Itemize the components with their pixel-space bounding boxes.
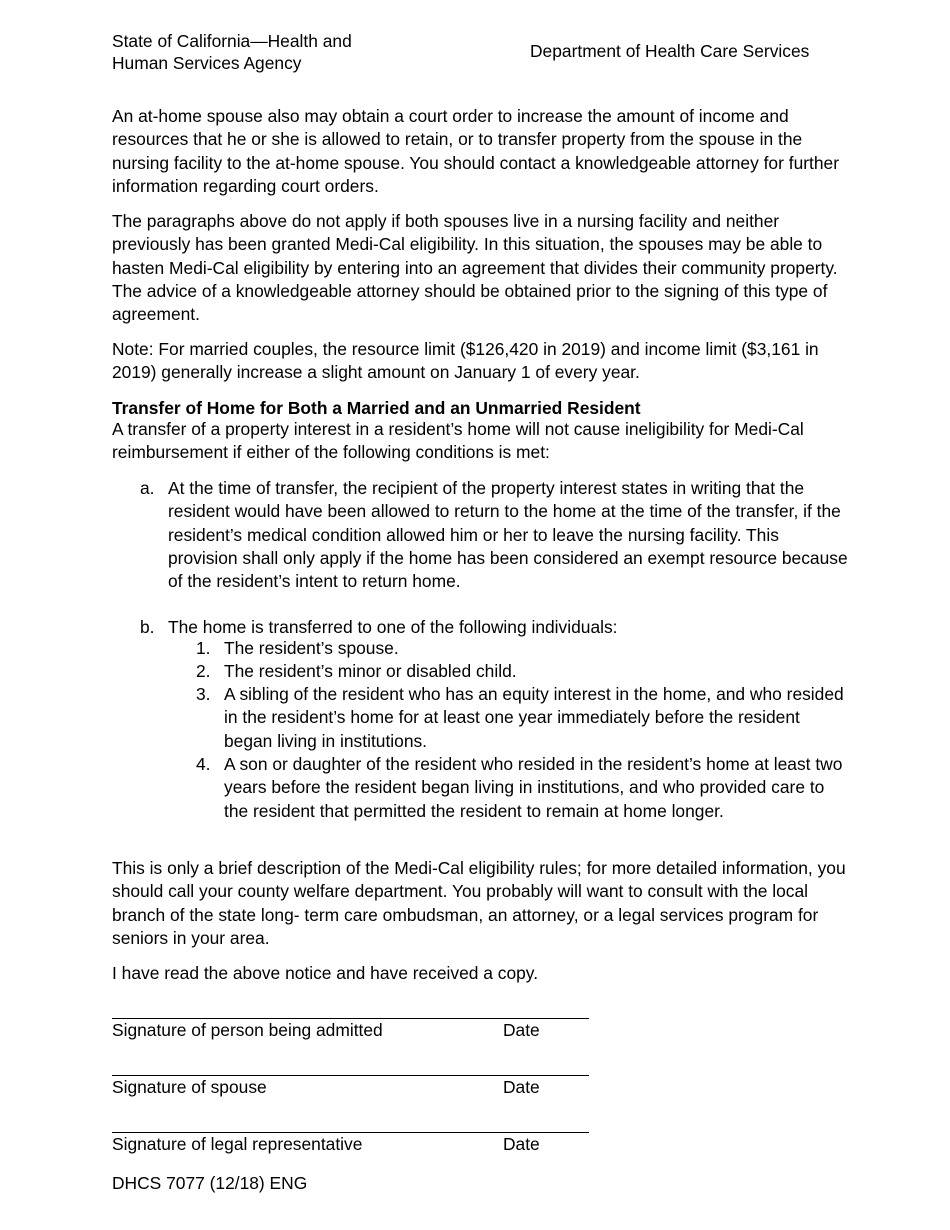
- form-id: DHCS 7077 (12/18) ENG: [112, 1173, 308, 1193]
- court-order-paragraph: An at-home spouse also may obtain a court order to increase the amount of income and resources that he or she is allowed to retain, or to transfer property from the spouse in the nursing facility to the at-home spouse. You should contact a knowledgeable attorney for further information regarding court orders.: [112, 106, 839, 196]
- list-item-number: 4.: [196, 754, 211, 774]
- condition-a-label: a.: [140, 478, 155, 498]
- signature-label-admitted: Signature of person being admitted: [112, 1020, 383, 1040]
- signature-line-representative[interactable]: [112, 1132, 589, 1133]
- list-item-text: A son or daughter of the resident who resided in the resident’s home at least two years before the resident began living in institutions, and who provided care to the resident that permitted the resident to remain at home longer.: [224, 754, 843, 821]
- list-item-text: A sibling of the resident who has an equity interest in the home, and who resided in the resident’s home for at least one year immediately before the resident began living in institutions.: [224, 684, 844, 751]
- condition-a-text: At the time of transfer, the recipient of the property interest states in writing that the resident would have been allowed to return to the home at the time of the transfer, if the resident’s medical condition allowed him or her to leave the nursing facility. This provision shall only apply if the home has been considered an exempt resource because of the resident’s intent to return home.: [168, 478, 848, 592]
- transfer-heading: Transfer of Home for Both a Married and an Unmarried Resident: [112, 398, 641, 418]
- department-name: Department of Health Care Services: [530, 41, 810, 61]
- date-label-admitted: Date: [503, 1020, 540, 1040]
- condition-b-label: b.: [140, 617, 155, 637]
- list-item-number: 1.: [196, 638, 211, 658]
- signature-label-representative: Signature of legal representative: [112, 1134, 363, 1154]
- signature-label-spouse: Signature of spouse: [112, 1077, 267, 1097]
- signature-line-admitted[interactable]: [112, 1018, 589, 1019]
- date-label-spouse: Date: [503, 1077, 540, 1097]
- date-label-representative: Date: [503, 1134, 540, 1154]
- list-item-text: The resident’s minor or disabled child.: [224, 661, 517, 681]
- limits-note: Note: For married couples, the resource limit ($126,420 in 2019) and income limit ($3,161 in 2019) generally increase a slight amount on January 1 of every year.: [112, 339, 819, 383]
- condition-b-text: The home is transferred to one of the following individuals:: [168, 617, 618, 637]
- list-item-number: 3.: [196, 684, 211, 704]
- list-item-number: 2.: [196, 661, 211, 681]
- acknowledgement: I have read the above notice and have received a copy.: [112, 963, 539, 983]
- both-spouses-paragraph: The paragraphs above do not apply if both spouses live in a nursing facility and neither previously has been granted Medi-Cal eligibility. In this situation, the spouses may be able to hasten Medi-Cal eligibility by entering into an agreement that divides their community property. The advice of a knowledgeable attorney should be obtained prior to the signing of this type of agreement.: [112, 211, 838, 325]
- transfer-intro: A transfer of a property interest in a resident’s home will not cause ineligibility for Medi-Cal reimbursement if either of the following conditions is met:: [112, 419, 804, 463]
- agency-name: [112, 30, 352, 74]
- agency-line-2: Human Services Agency: [112, 53, 302, 73]
- closing-description: This is only a brief description of the Medi-Cal eligibility rules; for more detailed information, you should call your county welfare department. You probably will want to consult with the local branch of the state long- term care ombudsman, an attorney, or a legal services program for seniors in your area.: [112, 858, 846, 948]
- agency-line-1: State of California—Health and: [112, 31, 352, 51]
- signature-line-spouse[interactable]: [112, 1075, 589, 1076]
- list-item-text: The resident’s spouse.: [224, 638, 399, 658]
